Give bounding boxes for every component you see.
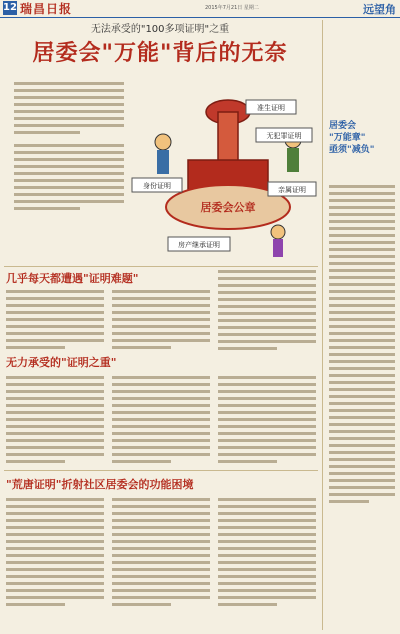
- sidebar-body: [329, 185, 395, 507]
- body-column: [218, 270, 316, 354]
- body-column: [6, 290, 104, 353]
- section-title: "荒唐证明"折射社区居委会的功能困境: [6, 478, 194, 491]
- sidebar-commentary: [322, 20, 399, 630]
- cartoon-tag: 无犯罪证明: [266, 132, 302, 140]
- body-column: [218, 498, 316, 610]
- body-column: [6, 376, 104, 467]
- cartoon-tag: 身份证明: [143, 182, 171, 190]
- article-kicker: 无法承受的"100多项证明"之重: [90, 24, 230, 35]
- page-number: 12: [3, 2, 17, 13]
- cartoon-center-label: 居委会公章: [200, 201, 256, 214]
- cartoon-tag: 房产继承证明: [178, 241, 220, 249]
- paper-name: 瑞昌日报: [20, 2, 73, 16]
- article-headline: 居委会"万能"背后的无奈: [32, 40, 288, 66]
- date-line: 2015年7月21日 星期二: [205, 5, 259, 11]
- section-title: 几乎每天都遭遇"证明难题": [6, 272, 139, 285]
- body-column: [112, 498, 210, 610]
- cartoon-tag: 亲属证明: [278, 186, 306, 194]
- divider: [4, 266, 318, 267]
- body-column: [6, 498, 104, 610]
- body-column: [112, 376, 210, 467]
- masthead-rule: [0, 17, 400, 18]
- body-column: [218, 376, 316, 467]
- masthead: [0, 0, 400, 17]
- intro-quote: [14, 82, 124, 232]
- section-tag: 远望角: [363, 3, 396, 16]
- sidebar-title: 居委会 "万能章" 亟须"减负": [329, 121, 375, 155]
- divider: [4, 470, 318, 471]
- cartoon-illustration: [128, 82, 318, 262]
- section-title: 无力承受的"证明之重": [6, 356, 117, 369]
- cartoon-tag: 准生证明: [257, 104, 285, 112]
- body-column: [112, 290, 210, 353]
